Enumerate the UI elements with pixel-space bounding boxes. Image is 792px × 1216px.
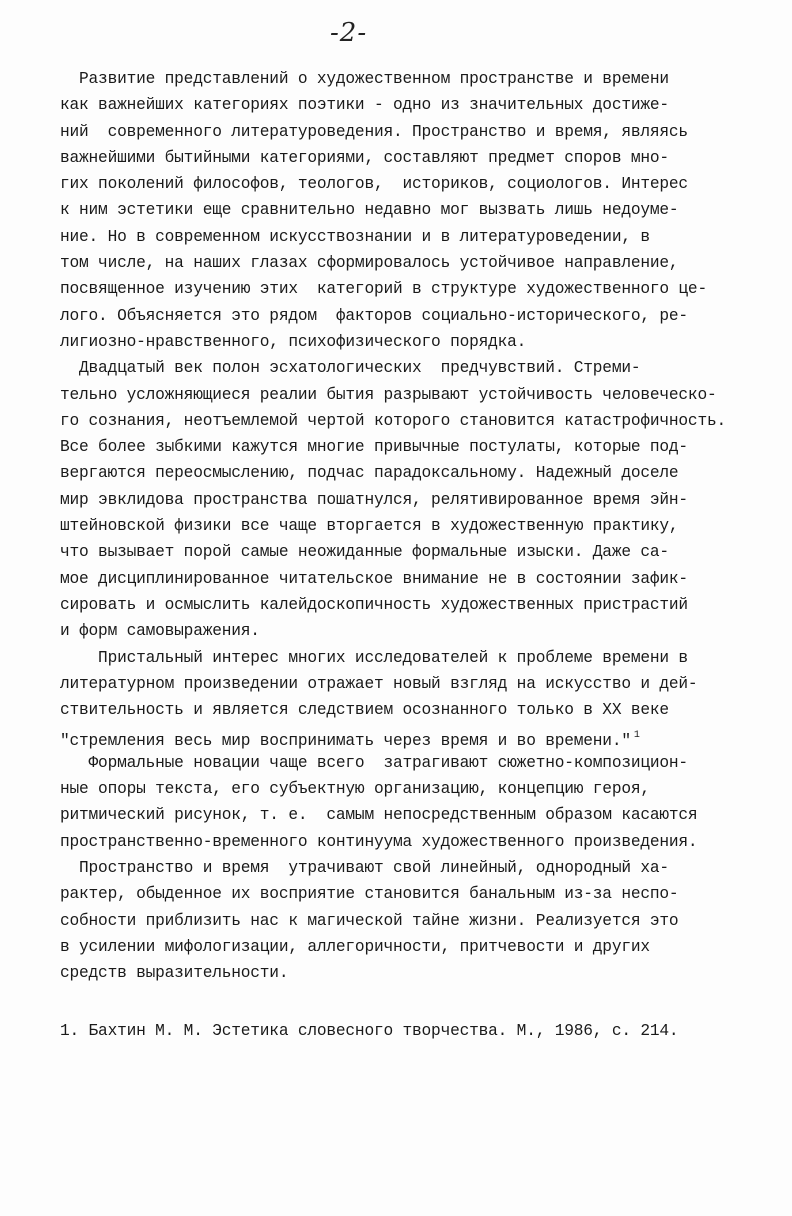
text-line: го сознания, неотъемлемой чертой которого становится катастрофичность. xyxy=(60,411,726,430)
text-line: "стремления весь мир воспринимать через время и во времени." xyxy=(60,732,631,751)
paragraph-3 xyxy=(60,645,750,750)
text-line: сировать и осмыслить калейдоскопичность художественных пристрастий xyxy=(60,595,688,614)
text-line: лигиозно-нравственного, психофизического порядка. xyxy=(60,332,527,351)
text-line: гих поколений философов, теологов, историков, социологов. Интерес xyxy=(60,175,688,194)
text-line: что вызывает порой самые неожиданные формальные изыски. Даже са- xyxy=(60,543,669,562)
paragraph-2 xyxy=(60,355,750,644)
text-line: и форм самовыражения. xyxy=(60,622,260,641)
body-text xyxy=(60,66,750,986)
text-line: штейновской физики все чаще вторгается в художественную практику, xyxy=(60,517,679,536)
text-line: тельно усложняющиеся реалии бытия разрывают устойчивость человеческо- xyxy=(60,385,717,404)
text-line-with-footnote xyxy=(60,723,750,749)
text-line: лого. Объясняется это рядом факторов социально-исторического, ре- xyxy=(60,306,688,325)
text-line: ствительность и является следствием осознанного только в XX веке xyxy=(60,701,669,720)
text-line: Развитие представлений о художественном пространстве и времени xyxy=(60,70,669,88)
footnote-reference: 1 xyxy=(633,730,640,742)
text-line: как важнейших категориях поэтики - одно из значительных достиже- xyxy=(60,96,669,115)
text-line: к ним эстетики еще сравнительно недавно мог вызвать лишь недоуме- xyxy=(60,201,679,220)
text-line: ные опоры текста, его субъектную организацию, концепцию героя, xyxy=(60,780,650,799)
footnote: 1. Бахтин М. М. Эстетика словесного творчества. М., 1986, с. 214. xyxy=(60,1022,679,1040)
text-line: мир эвклидова пространства пошатнулся, релятивированное время эйн- xyxy=(60,490,688,509)
text-line: том числе, на наших глазах сформировалось устойчивое направление, xyxy=(60,254,679,273)
text-line: Пристальный интерес многих исследователей к проблеме времени в xyxy=(60,648,688,667)
text-line: собности приблизить нас к магической тайне жизни. Реализуется это xyxy=(60,911,679,930)
text-line: рактер, обыденное их восприятие становится банальным из-за неспо- xyxy=(60,885,679,904)
text-line: мое дисциплинированное читательское внимание не в состоянии зафик- xyxy=(60,569,688,588)
text-line: важнейшими бытийными категориями, составляют предмет споров мно- xyxy=(60,148,669,167)
page-number: -2- xyxy=(330,18,368,48)
text-line: Пространство и время утрачивают свой линейный, однородный ха- xyxy=(60,858,669,877)
text-line: средств выразительности. xyxy=(60,964,289,983)
text-line: Все более зыбкими кажутся многие привычные постулаты, которые под- xyxy=(60,438,688,457)
text-line: ритмический рисунок, т. е. самым непосредственным образом касаются xyxy=(60,806,698,825)
text-line: ний современного литературоведения. Пространство и время, являясь xyxy=(60,122,688,141)
paragraph-4 xyxy=(60,750,750,855)
text-line: ние. Но в современном искусствознании и в литературоведении, в xyxy=(60,227,650,246)
text-line: литературном произведении отражает новый взгляд на искусство и дей- xyxy=(60,674,698,693)
text-line: в усилении мифологизации, аллегоричности, притчевости и других xyxy=(60,937,650,956)
paragraph-1 xyxy=(60,66,750,355)
text-line: вергаются переосмыслению, подчас парадоксальному. Надежный доселе xyxy=(60,464,679,483)
text-line: посвященное изучению этих категорий в структуре художественного це- xyxy=(60,280,707,299)
text-line: Формальные новации чаще всего затрагивают сюжетно-композицион- xyxy=(60,753,688,772)
paragraph-5 xyxy=(60,855,750,986)
text-line: Двадцатый век полон эсхатологических предчувствий. Стреми- xyxy=(60,359,641,378)
text-line: пространственно-временного континуума художественного произведения. xyxy=(60,832,698,851)
